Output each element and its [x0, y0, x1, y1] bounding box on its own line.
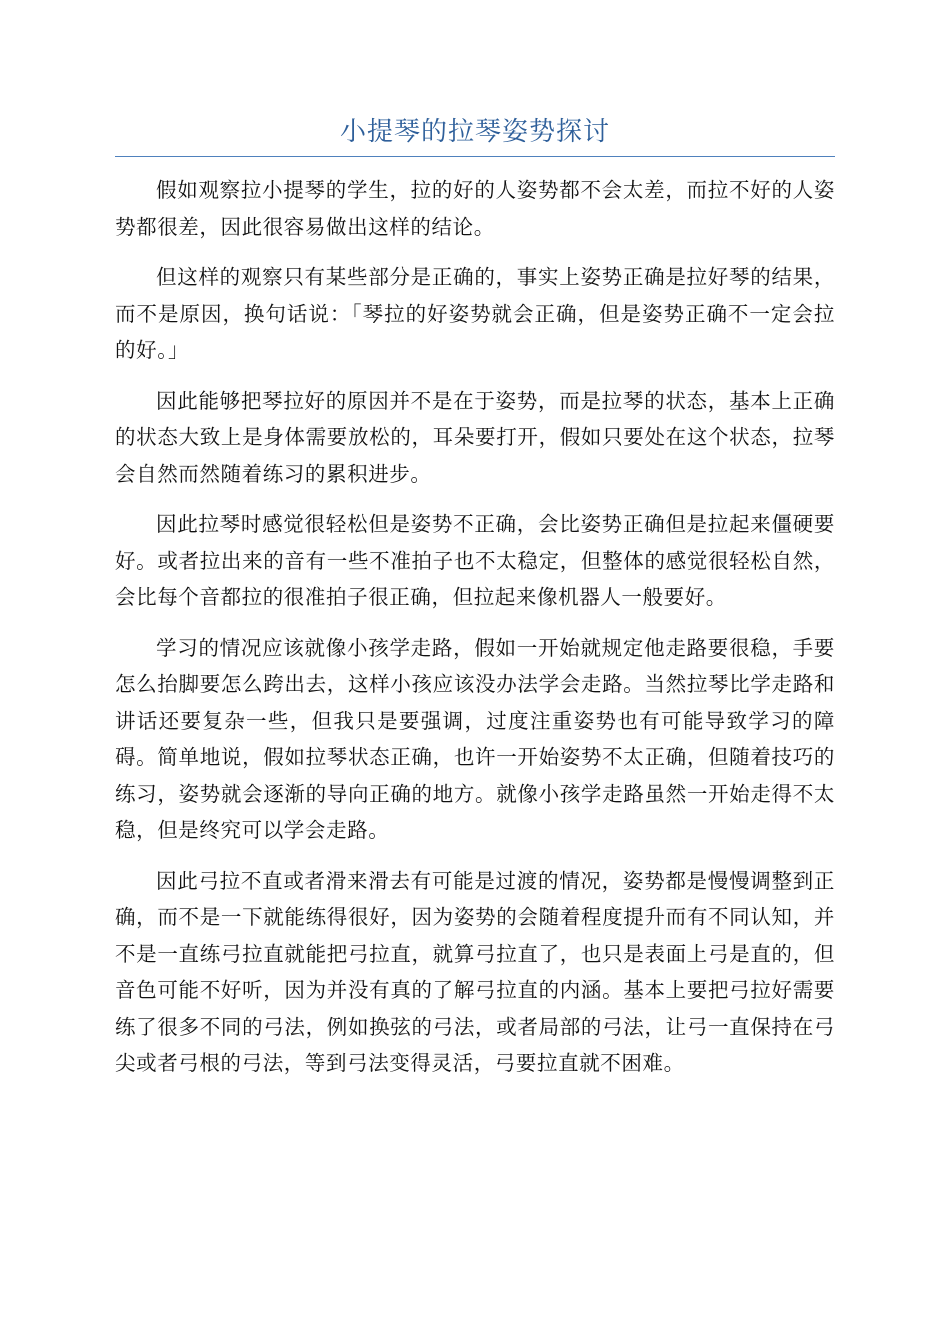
paragraph-6: 因此弓拉不直或者滑来滑去有可能是过渡的情况，姿势都是慢慢调整到正确，而不是一下就能练得很好，因为姿势的会随着程度提升而有不同认知，并不是一直练弓拉直就能把弓拉直，就算弓拉直了，也只是表面上弓是直的，但音色可能不好听，因为并没有真的了解弓拉直的内涵。基本上要把弓拉好需要练了很多不同的弓法，例如换弦的弓法，或者局部的弓法，让弓一直保持在弓尖或者弓根的弓法，等到弓法变得灵活，弓要拉直就不困难。: [115, 868, 835, 1075]
title-block: [115, 110, 835, 157]
paragraph-5: 学习的情况应该就像小孩学走路，假如一开始就规定他走路要很稳，手要怎么抬脚要怎么跨出去，这样小孩应该没办法学会走路。当然拉琴比学走路和讲话还要复杂一些，但我只是要强调，过度注重姿势也有可能导致学习的障碍。简单地说，假如拉琴状态正确，也许一开始姿势不太正确，但随着技巧的练习，姿势就会逐渐的导向正确的地方。就像小孩学走路虽然一开始走得不太稳，但是终究可以学会走路。: [115, 635, 835, 842]
page-title: 小提琴的拉琴姿势探讨: [339, 117, 610, 147]
document-body: [115, 172, 835, 1096]
paragraph-3: 因此能够把琴拉好的原因并不是在于姿势，而是拉琴的状态，基本上正确的状态大致上是身体需要放松的，耳朵要打开，假如只要处在这个状态，拉琴会自然而然随着练习的累积进步。: [115, 388, 835, 486]
paragraph-1: 假如观察拉小提琴的学生，拉的好的人姿势都不会太差，而拉不好的人姿势都很差，因此很容易做出这样的结论。: [115, 178, 835, 239]
paragraph-2: 但这样的观察只有某些部分是正确的，事实上姿势正确是拉好琴的结果，而不是原因，换句话说：「琴拉的好姿势就会正确，但是姿势正确不一定会拉的好。」: [115, 265, 835, 362]
paragraph-4: 因此拉琴时感觉很轻松但是姿势不正确，会比姿势正确但是拉起来僵硬要好。或者拉出来的音有一些不准拍子也不太稳定，但整体的感觉很轻松自然，会比每个音都拉的很准拍子很正确，但拉起来像机器人一般要好。: [115, 512, 835, 609]
